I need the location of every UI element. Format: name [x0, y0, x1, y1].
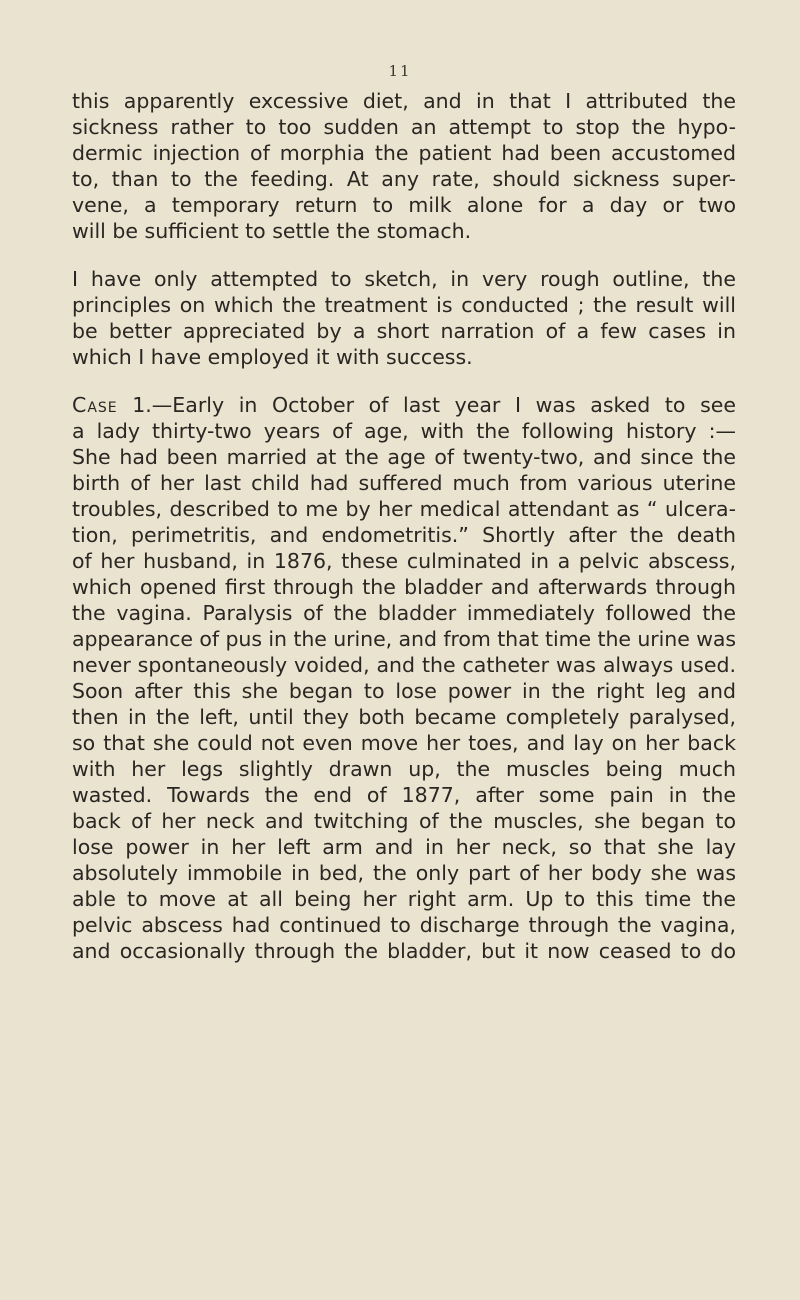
text-line: with her legs slightly drawn up, the muscles being much: [72, 757, 736, 781]
text-line: troubles, described to me by her medical attendant as “ ulcera-: [72, 497, 736, 521]
text-line: pelvic abscess had continued to discharge through the vagina,: [72, 913, 736, 937]
text-line: lose power in her left arm and in her neck, so that she lay: [72, 835, 736, 859]
text-line: I have only attempted to sketch, in very rough outline, the: [72, 267, 736, 291]
text-line: will be sufficient to settle the stomach.: [72, 219, 472, 243]
paragraph-spacer: [72, 370, 736, 392]
text-line: able to move at all being her right arm. Up to this time the: [72, 887, 736, 911]
text-line: then in the left, until they both became completely paralysed,: [72, 705, 736, 729]
paragraph-diet: [72, 88, 736, 244]
text-line: Soon after this she began to lose power in the right leg and: [72, 679, 736, 703]
text-line: vene, a temporary return to milk alone for a day or two: [72, 193, 736, 217]
text-line: tion, perimetritis, and endometritis.” Shortly after the death: [72, 523, 736, 547]
text-line: this apparently excessive diet, and in that I attributed the: [72, 89, 736, 113]
body-text: [72, 88, 736, 964]
paragraph-case-1: [72, 392, 736, 964]
text-line: birth of her last child had suffered much from various uterine: [72, 471, 736, 495]
text-line: dermic injection of morphia the patient had been accustomed: [72, 141, 736, 165]
text-line: never spontaneously voided, and the catheter was always used.: [72, 653, 736, 677]
text-line: and occasionally through the bladder, but it now ceased to do: [72, 939, 736, 963]
case-heading-text: 1.—Early in October of last year I was asked to see: [117, 393, 736, 417]
text-line: She had been married at the age of twenty-two, and since the: [72, 445, 736, 469]
text-line: of her husband, in 1876, these culminated in a pelvic abscess,: [72, 549, 736, 573]
text-line: absolutely immobile in bed, the only part of her body she was: [72, 861, 736, 885]
case-heading-line: [72, 392, 736, 418]
paragraph-principles: [72, 266, 736, 370]
text-line: the vagina. Paralysis of the bladder immediately followed the: [72, 601, 736, 625]
text-line: principles on which the treatment is conducted ; the result will: [72, 293, 736, 317]
paragraph-spacer: [72, 244, 736, 266]
text-line: a lady thirty-two years of age, with the following history :—: [72, 419, 736, 443]
text-line: which opened first through the bladder and afterwards through: [72, 575, 736, 599]
page-number: 11: [388, 62, 412, 80]
case-label: Case: [72, 393, 118, 417]
text-line: appearance of pus in the urine, and from that time the urine was: [72, 627, 736, 651]
text-line: wasted. Towards the end of 1877, after some pain in the: [72, 783, 736, 807]
text-line: be better appreciated by a short narration of a few cases in: [72, 319, 736, 343]
text-line: back of her neck and twitching of the muscles, she began to: [72, 809, 736, 833]
text-line: which I have employed it with success.: [72, 345, 473, 369]
text-line: to, than to the feeding. At any rate, should sickness super-: [72, 167, 736, 191]
text-line: so that she could not even move her toes, and lay on her back: [72, 731, 736, 755]
text-line: sickness rather to too sudden an attempt to stop the hypo-: [72, 115, 736, 139]
